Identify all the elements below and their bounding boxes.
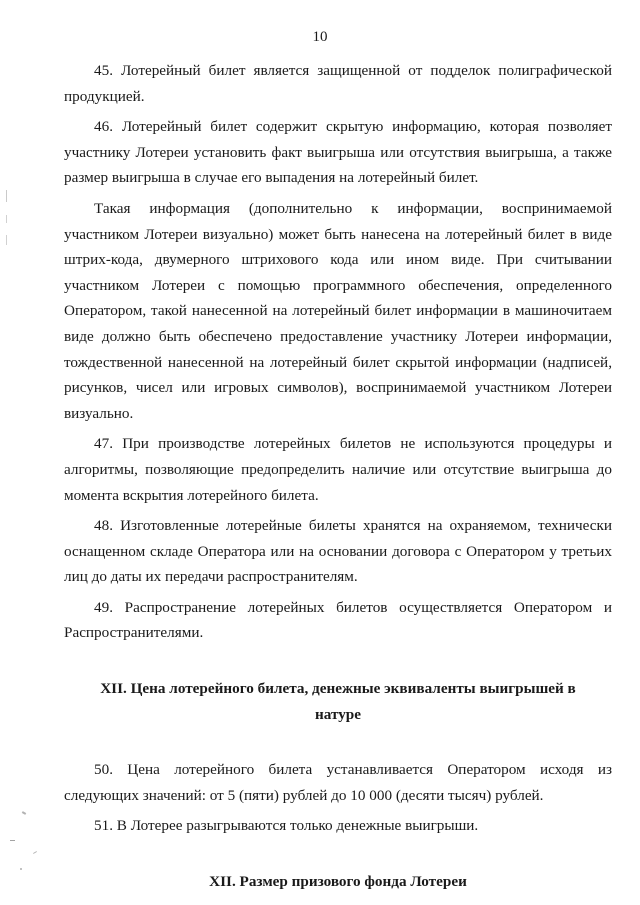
scan-artifact bbox=[6, 215, 7, 223]
scan-artifact bbox=[6, 190, 7, 202]
section-heading-prize-fund: XII. Размер призового фонда Лотереи bbox=[209, 873, 467, 891]
scan-artifact bbox=[33, 851, 37, 854]
scan-artifact bbox=[6, 235, 7, 245]
scan-artifact bbox=[20, 868, 22, 870]
scan-artifact bbox=[22, 811, 26, 815]
section-heading-ticket-price: XII. Цена лотерейного билета, денежные эквиваленты выигрышей в натуре bbox=[100, 680, 576, 723]
page-number: 10 bbox=[312, 29, 328, 45]
paragraph-50: 50. Цена лотерейного билета устанавливается Оператором исходя из следующих значений: от 5 (пяти) рублей до 10 000 (десяти тысяч) рублей. bbox=[64, 761, 612, 804]
paragraph-46: 46. Лотерейный билет содержит скрытую информацию, которая позволяет участнику Лотереи установить факт выигрыша или отсутствия выигрыша, а также размер выигрыша в случае его выпадения на лотерейный билет. bbox=[64, 118, 612, 187]
body-text bbox=[64, 58, 612, 895]
paragraph-49: 49. Распространение лотерейных билетов осуществляется Оператором и Распространителями. bbox=[64, 598, 612, 642]
paragraph-46-info: Такая информация (дополнительно к информации, воспринимаемой участником Лотереи визуально) может быть нанесена на лотерейный билет в виде штрих-кода, двумерного штрихового кода или ином виде. При считывании участником Лотереи с помощью программного обеспечения, определенного Оператором, такой нанесенной на лотерейный билет информации в машиночитаем виде должно быть обеспечено предоставление участнику Лотереи информации, тождественной нанесенной на лотерейный билет скрытой информации (надписей, рисунков, чисел или игровых символов), воспринимаемой участником Лотереи визуально. bbox=[64, 199, 612, 422]
paragraph-48: 48. Изготовленные лотерейные билеты хранятся на охраняемом, технически оснащенном складе Оператора или на основании договора с Оператором у третьих лиц до даты их передачи распространителям. bbox=[64, 517, 612, 586]
paragraph-47: 47. При производстве лотерейных билетов не используются процедуры и алгоритмы, позволяющие предопределить наличие или отсутствие выигрыша до момента вскрытия лотерейного билета. bbox=[64, 435, 612, 504]
scan-artifact bbox=[10, 840, 15, 841]
paragraph-51: 51. В Лотерее разыгрываются только денежные выигрыши. bbox=[94, 817, 479, 835]
paragraph-45: 45. Лотерейный билет является защищенной от подделок полиграфической продукцией. bbox=[64, 62, 612, 105]
